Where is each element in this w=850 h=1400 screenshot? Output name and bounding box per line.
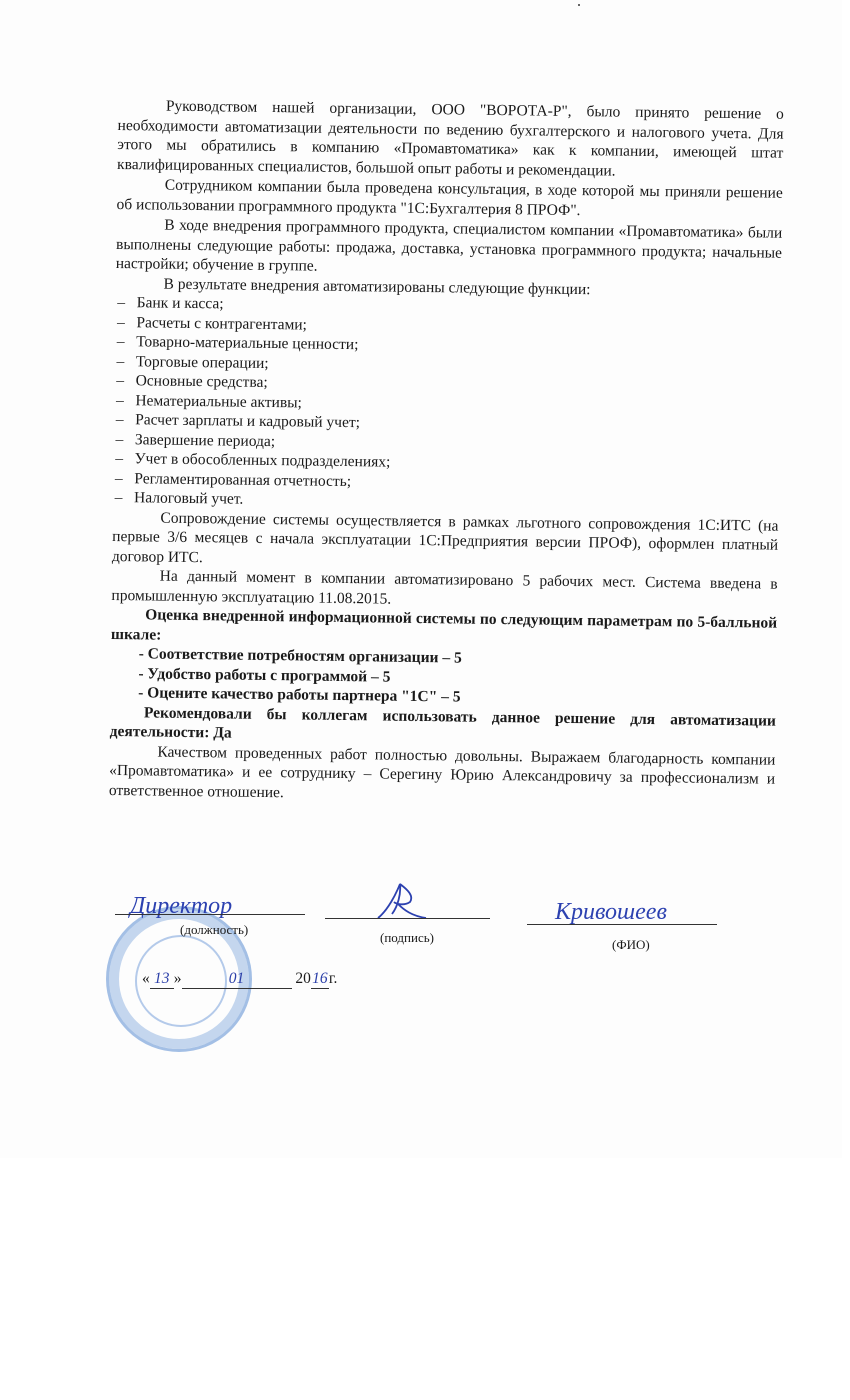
position-line (115, 914, 305, 915)
date-row (142, 970, 337, 989)
paragraph-functions-intro: В результате внедрения автоматизированы следующие функции: (163, 275, 591, 298)
date-day: 13 (150, 970, 174, 989)
date-open-quote: « (142, 970, 150, 987)
date-year-suffix: 16 (312, 970, 328, 987)
paragraph-support: Сопровождение системы осуществляется в рамках льготного сопровождения 1С:ИТС (на первые 3/6 месяцев с начала эксплуатации 1С:Предприятия версии ПРОФ), оформлен платный договор ИТС. (111, 509, 779, 566)
date-month: 01 (182, 970, 292, 989)
list-item: – Завершение периода; (115, 429, 779, 457)
list-item: – Товарно-материальные ценности; (117, 332, 781, 360)
position-caption: (должность) (180, 922, 249, 937)
list-item: – Нематериальные активы; (116, 391, 780, 419)
list-item: – Расчет зарплаты и кадровый учет; (116, 410, 780, 438)
paragraph-workstations: На данный момент в компании автоматизировано 5 рабочих мест. Система введена в промышленную эксплуатацию 11.08.2015. (111, 567, 778, 608)
name-caption: (ФИО) (612, 937, 650, 952)
name-line (527, 924, 717, 925)
date-year-prefix: 20 (295, 970, 311, 987)
date-close-quote: » (173, 970, 182, 987)
signature-line (325, 918, 490, 919)
list-item: – Расчеты с контрагентами; (117, 313, 781, 341)
list-item: – Учет в обособленных подразделениях; (115, 449, 779, 477)
list-item: – Основные средства; (116, 371, 780, 399)
rating-item: - Оцените качество работы партнера "1С" – 5 (138, 684, 461, 706)
date-tail: г. (328, 970, 338, 987)
paragraph-thanks: Качеством проведенных работ полностью довольны. Выражаем благодарность компании «Промавтоматика» и ее сотруднику – Серегину Юрию Александровичу за профессионализм и ответственное отношение. (108, 743, 776, 801)
paragraph-recommendation: Рекомендовали бы коллегам использовать данное решение для автоматизации деятельности: Да (109, 703, 776, 742)
paragraph-consultation: Сотрудником компании была проведена консультация, в ходе которой мы приняли решение об использовании программного продукта "1С:Бухгалтерия 8 ПРОФ". (116, 176, 783, 219)
list-item: – Налоговый учет. (115, 488, 779, 516)
name-handwritten: Кривошеев (555, 899, 667, 925)
list-item: – Торговые операции; (116, 352, 780, 380)
list-item: – Банк и касса; (117, 293, 781, 321)
rating-item: - Соответствие потребностям организации – 5 (138, 645, 462, 667)
rating-item: - Удобство работы с программой – 5 (138, 664, 391, 686)
paragraph-intro: Руководством нашей организации, ООО "ВОРОТА-Р", было принято решение о необходимости автоматизации деятельности по ведению бухгалтерского и налогового учета. Для этого мы обратились в компанию «Промавтоматика» как к компании, имеющей штат квалифицированных специалистов, большой опыт работы и рекомендации. (116, 97, 784, 180)
list-item: – Регламентированная отчетность; (115, 468, 779, 496)
signature-caption: (подпись) (380, 930, 434, 945)
position-handwritten: Директор (130, 893, 233, 919)
paragraph-implementation: В ходе внедрения программного продукта, специалистом компании «Промавтоматика» были выполнены следующие работы: продажа, доставка, установка программного продукта; начальные настройки; обучение в группе. (115, 216, 783, 275)
paragraph-rating-heading: Оценка внедренной информационной системы по следующим параметрам по 5-балльной шкале: (110, 606, 778, 644)
